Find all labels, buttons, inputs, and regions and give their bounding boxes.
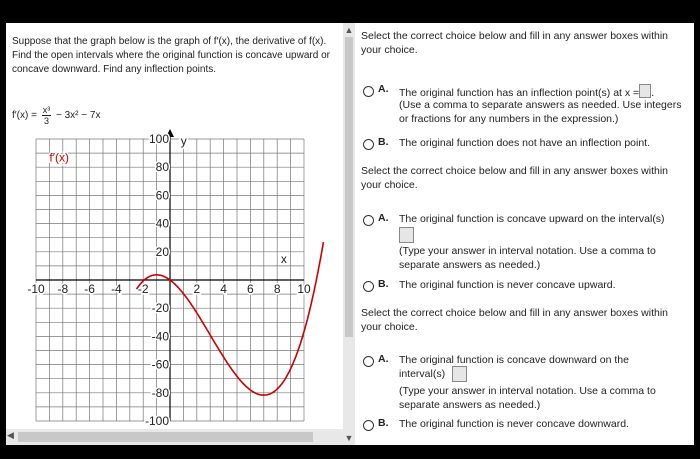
part1-letter-a: A. <box>378 83 389 95</box>
part1-radio-a[interactable] <box>363 86 374 97</box>
part2-letter-a: A. <box>378 212 389 224</box>
y-tick-label: 40 <box>155 216 169 231</box>
horizontal-scrollbar[interactable] <box>6 429 343 445</box>
part2-prompt: Select the correct choice below and fill in any answer boxes within your choice. <box>361 165 668 191</box>
part1-letter-b: B. <box>378 136 389 148</box>
x-tick-label: -2 <box>137 282 149 296</box>
part1-option-a-hint: (Use a comma to separate answers as needed. Use integers or fractions for any numbers in the expression.) <box>399 99 682 125</box>
y-tick-label: -100 <box>144 414 169 428</box>
x-tick-label: 10 <box>297 282 311 296</box>
derivative-curve <box>137 242 324 395</box>
x-tick-label: 8 <box>273 282 281 296</box>
part2-answer-box[interactable] <box>399 227 414 243</box>
hscroll-thumb[interactable] <box>18 432 313 442</box>
x-tick-label: -8 <box>57 282 69 296</box>
part2-option-a-hint: (Type your answer in interval notation. Use a comma to separate answers as needed.) <box>399 245 656 271</box>
part1-prompt: Select the correct choice below and fill in any answer boxes within your choice. <box>361 30 668 56</box>
y-tick-label: 60 <box>155 188 169 203</box>
part3-letter-a: A. <box>378 353 389 365</box>
formula-lhs: f′(x) = <box>12 110 37 122</box>
scroll-thumb[interactable] <box>345 37 353 337</box>
part2-radio-b[interactable] <box>363 281 374 292</box>
formula-numerator: x³ <box>42 105 51 115</box>
part2-radio-a[interactable] <box>363 215 374 226</box>
part1-answer-box[interactable] <box>639 84 651 98</box>
x-tick-label: -4 <box>111 282 122 296</box>
part3-radio-a[interactable] <box>363 356 374 367</box>
x-tick-label: 4 <box>220 282 227 296</box>
y-tick-label: 80 <box>155 160 169 175</box>
y-tick-label: -80 <box>151 385 169 400</box>
y-tick-label: -60 <box>151 357 169 372</box>
part3-radio-b[interactable] <box>363 420 374 431</box>
derivative-graph <box>6 129 343 429</box>
part2-letter-b: B. <box>378 278 389 290</box>
question-text: Suppose that the graph below is the graph of f′(x), the derivative of f(x). Find the open intervals where the original function is concave upward or concave downward. Find any inflection points. <box>12 36 330 75</box>
question-panel <box>6 23 343 445</box>
part1-option-a[interactable]: The original function has an inflection point(s) at x = . <box>399 84 689 100</box>
part3-option-a-hint: (Type your answer in interval notation. Use a comma to separate answers as needed.) <box>399 385 656 411</box>
part2-option-b[interactable]: The original function is never concave upward. <box>399 279 616 291</box>
formula-denominator: 3 <box>43 116 49 126</box>
scroll-up-icon[interactable]: ▲ <box>344 25 354 35</box>
part3-answer-box[interactable] <box>452 366 467 382</box>
y-tick-label: 100 <box>148 132 169 146</box>
formula-rest: − 3x² − 7x <box>56 110 101 122</box>
part3-option-b[interactable]: The original function is never concave downward. <box>399 418 629 430</box>
x-tick-label: -10 <box>27 282 45 296</box>
close-icon[interactable]: ✕ <box>680 23 692 39</box>
x-tick-label: -6 <box>84 282 95 296</box>
answer-panel <box>355 23 694 445</box>
y-tick-label: -20 <box>151 301 169 316</box>
part1-option-b[interactable]: The original function does not have an inflection point. <box>399 137 651 149</box>
function-label: f′(x) <box>49 150 69 165</box>
y-tick-label: 20 <box>155 244 169 259</box>
x-tick-label: 2 <box>193 282 201 296</box>
formula-fraction <box>42 105 52 126</box>
part3-option-a[interactable]: The original function is concave downward on the interval(s) <box>399 354 629 380</box>
part1-option-a-text: The original function has an inflection point(s) at x = <box>399 87 640 99</box>
scroll-down-icon[interactable]: ▼ <box>344 433 354 443</box>
y-tick-label: -40 <box>151 329 169 344</box>
x-tick-label: 6 <box>247 282 254 296</box>
vertical-scrollbar[interactable] <box>343 23 355 445</box>
scroll-left-icon[interactable]: ◀ <box>7 430 14 440</box>
part1-radio-b[interactable] <box>363 139 374 150</box>
x-axis-label: x <box>280 252 287 267</box>
y-axis-label: y <box>180 134 187 148</box>
part3-letter-b: B. <box>378 417 389 429</box>
part2-option-a[interactable]: The original function is concave upward on the interval(s) <box>399 213 665 225</box>
formula <box>12 105 100 126</box>
part3-prompt: Select the correct choice below and fill in any answer boxes within your choice. <box>361 307 668 333</box>
